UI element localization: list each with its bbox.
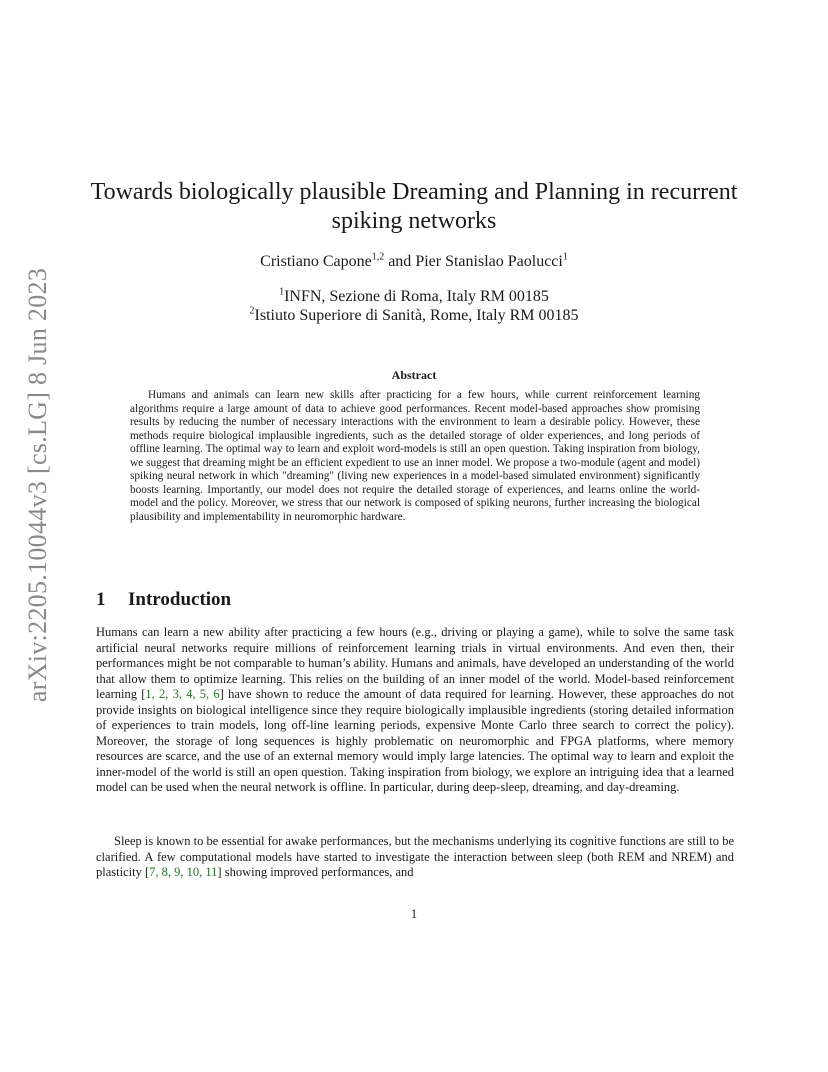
author-affiliation-marker: 1 bbox=[562, 251, 568, 263]
paper-title: Towards biologically plausible Dreaming and Planning in recurrent spiking networks bbox=[90, 179, 738, 234]
arxiv-identifier-stamp bbox=[16, 267, 60, 703]
author-affiliation-marker: 1,2 bbox=[371, 251, 385, 263]
paragraph-text: Sleep is known to be essential for awake performances, but the mechanisms underlying its cognitive functions are still to be clarified. A few computational models have started to investigate the interaction between sleep (both REM and NREM) and plasticity [ bbox=[96, 834, 734, 879]
author-name: Cristiano Capone bbox=[260, 253, 372, 270]
abstract-body: Humans and animals can learn new skills after practicing for a few hours, while current reinforcement learning algorithms require a large amount of data to achieve good performances. Recent model-based approaches show promising results by reducing the number of necessary interactions with the environment to learn a desirable policy. However, these methods require biological implausible ingredients, such as the detailed storage of older experiences, and long periods of offline learning. The optimal way to learn and exploit word-models is still an open question. Taking inspiration from biology, we suggest that dreaming might be an efficient expedient to use an inner model. We propose a two-module (agent and model) spiking neural network in which "dreaming" (living new experiences in a model-based simulated environment) significantly boosts learning. Importantly, our model does not require the detailed storage of experiences, and learns online the world-model and the policy. Moreover, we stress that our network is composed of spiking neurons, further increasing the biological plausibility and implementability in neuromorphic hardware. bbox=[130, 389, 700, 523]
author-conjunction: and bbox=[384, 253, 416, 270]
affiliation-line bbox=[80, 306, 748, 325]
citation-links[interactable]: 7, 8, 9, 10, 11 bbox=[149, 865, 218, 879]
citation-links[interactable]: 1, 2, 3, 4, 5, 6 bbox=[145, 687, 220, 701]
author-name: Pier Stanislao Paolucci bbox=[415, 253, 563, 270]
paragraph-text: Humans can learn a new ability after practicing a few hours (e.g., driving or playing a game), while to solve the same task artificial neural networks require millions of reinforcement learning trials in virtual environments. And even then, their performances might be not comparable to human’s ability. Humans and animals, have developed an understanding of the world that allow them to optimize learning. This relies on the building of an inner model of the world. Model-based reinforcement learning [ bbox=[96, 625, 734, 701]
affiliation-line bbox=[80, 287, 748, 306]
paragraph-text: ] showing improved performances, and bbox=[217, 865, 414, 879]
affiliation-text: INFN, Sezione di Roma, Italy RM 00185 bbox=[284, 288, 549, 305]
section-heading bbox=[96, 589, 231, 611]
arxiv-id: arXiv:2205.10044v3 [cs.LG] 8 Jun 2023 bbox=[23, 267, 52, 703]
abstract-heading: Abstract bbox=[391, 368, 437, 382]
page-number: 1 bbox=[410, 907, 418, 921]
affiliation-marker: 1 bbox=[279, 286, 285, 298]
affiliation-text: Istiuto Superiore di Sanità, Rome, Italy RM 00185 bbox=[254, 307, 579, 324]
affiliation-marker: 2 bbox=[249, 305, 255, 317]
section-title: Introduction bbox=[128, 589, 232, 610]
author-line bbox=[80, 253, 748, 271]
section-number: 1 bbox=[96, 589, 106, 610]
affiliations bbox=[80, 287, 748, 325]
body-paragraph bbox=[96, 625, 734, 796]
body-paragraph bbox=[96, 834, 734, 881]
paragraph-text: ] have shown to reduce the amount of data required for learning. However, these approaches do not provide insights on biological intelligence since they require biologically implausible ingredients (storing detailed information of experiences to train models, long off-line learning periods, expensive Monte Carlo three search to correct the policy). Moreover, the storage of long sequences is highly problematic on neuromorphic and FPGA platforms, where memory resources are scarce, and the use of an external memory would imply large latencies. The optimal way to learn and exploit the inner-model of the world is still an open question. Taking inspiration from biology, we explore an intriguing idea that a learned model can be used when the neural network is offline. In particular, during deep-sleep, dreaming, and day-dreaming. bbox=[96, 687, 734, 794]
